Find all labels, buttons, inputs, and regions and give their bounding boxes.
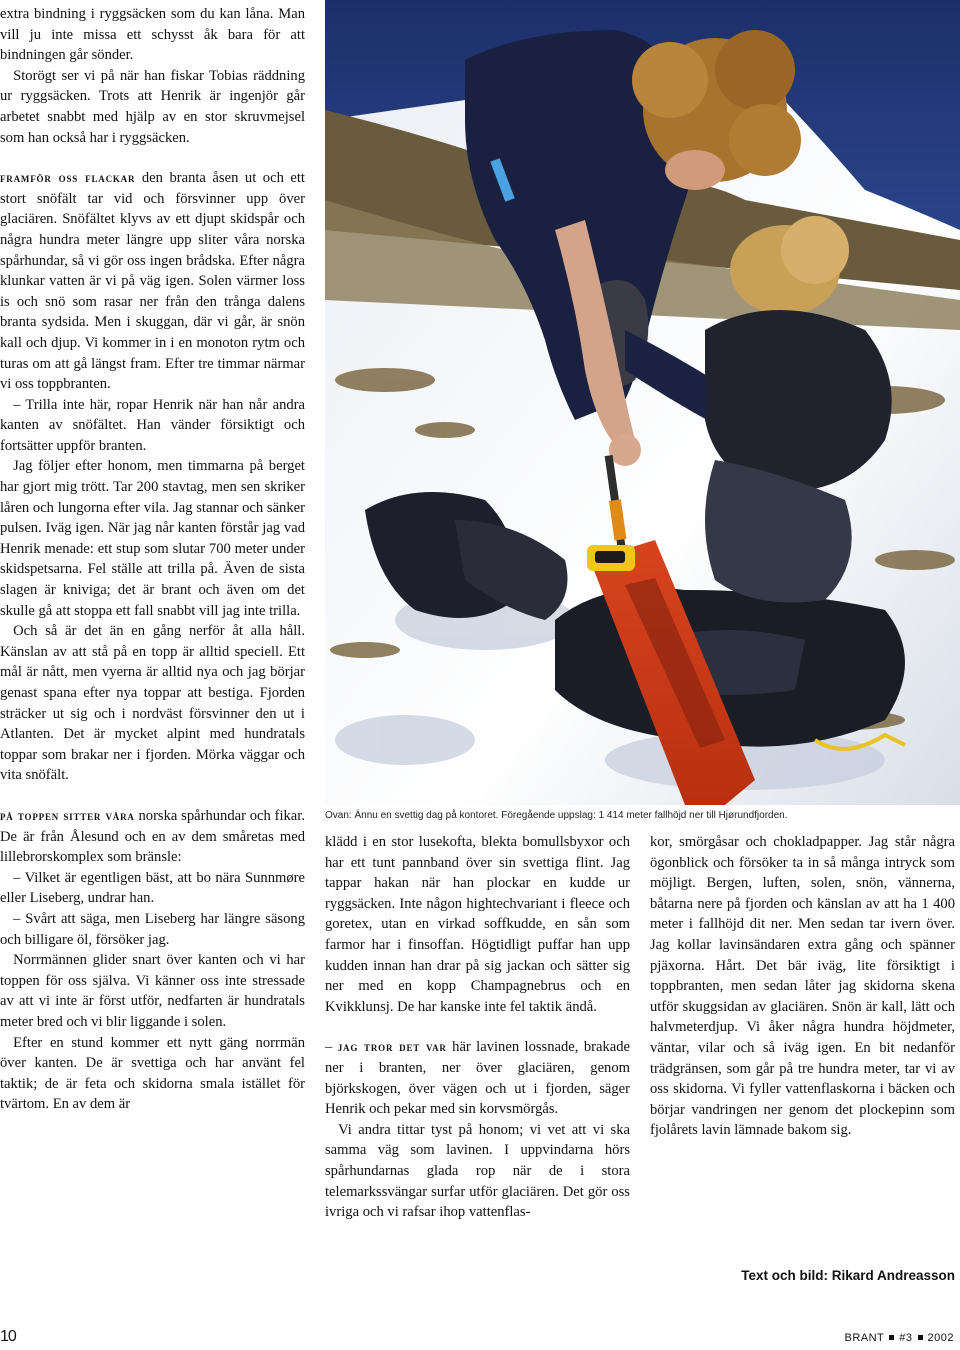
paragraph: klädd i en stor lusekofta, blekta bomullsbyxor och har ett tunt pannband över sin svettiga flint. Jag tappar hakan när han plockar en kudde ur ryggsäcken. Inte någon hightechvariant i fleece och goretex, utan en virkad soffkudde, en sån som farmor har i finsoffan. Högtidligt puffar han upp kudden innan han drar på sig jackan och sätter sig ner med en kopp Champagnebrus och en Kvikklunsj. De har kanske inte fel taktik ändå. <box>325 834 630 1015</box>
paragraph-section-start <box>0 806 305 868</box>
paragraph: Efter en stund kommer ett nytt gäng norrmän över kanten. De är svettiga och har använt fel taktik; de är feta och skidorna smala istället för tvärtom. En av dem är <box>0 1034 305 1113</box>
paragraph: Vi andra tittar tyst på honom; vi vet att vi ska samma väg som lavinen. I uppvindarna hörs spårhundarnas glada rop när de i stora telemarkssvängar surfar utför glaciären. Det gör oss ivriga och vi rafsar ihop vattenflas- <box>325 1121 630 1221</box>
left-text-column <box>0 4 305 1115</box>
issue-number: #3 <box>899 1332 913 1344</box>
paragraph: – Vilket är egentligen bäst, att bo nära Sunnmøre eller Liseberg, undrar han. <box>0 869 305 907</box>
paragraph-text: den branta åsen ut och ett stort snöfält tar vid och försvinner upp över glaciären. Snöfältet klyvs av ett djupt skidspår och några hundra meter längre upp sliter våra norska spårhundar, så vi gör oss ingen brådska. Efter några klunkar vatten är vi på väg igen. Solen värmer loss is och snö som rasar ner från den trånga dalens branta sydsida. Men i skuggan, där vi går, är snön kall och djup. Vi kommer in i en monoton rytm och turas om att gå längst fram. Efter tre timmar närmar vi oss toppbranten. <box>0 170 305 393</box>
paragraph-section-start <box>325 1037 630 1119</box>
page-number: 10 <box>0 1328 16 1345</box>
article-photo <box>325 0 960 805</box>
lead-in-smallcaps: på toppen sitter våra <box>0 807 135 823</box>
photo-caption: Ovan: Ännu en svettig dag på kontoret. Föregående uppslag: 1 414 meter fallhöjd ner till Hjørundfjorden. <box>325 810 788 821</box>
paragraph: Jag följer efter honom, men timmarna på berget har gjort mig trött. Tar 200 stavtag, men sen skriker låren och lungorna efter vila. Jag stannar och sänker pulsen. Iväg igen. När jag når kanten förstår jag vad Henrik menade: ett stup som slutar 700 meter under skidspetsarna. Fel ställe att trilla på. Även de sista slagen är kniviga; det är brant och även om det skulle gå att stoppa ett fall snabbt vill jag inte trilla. <box>0 458 305 619</box>
lead-in-smallcaps: framför oss flackar <box>0 170 136 186</box>
bullet-square-icon <box>918 1335 923 1340</box>
paragraph: Och så är det än en gång nerför åt alla håll. Känslan av att stå på en topp är alltid speciell. Ett mål är nått, men vyerna är alltid nya och jag börjar genast spana efter nya toppar att bestiga. Fjorden sträcker ut sig och i nordväst försvinner den ut i Atlanten. Det är mycket alpint med hundratals toppar som brakar ner i fjorden. Mörka väggar och vita snöfält. <box>0 623 305 784</box>
middle-text-column <box>325 832 630 1223</box>
paragraph: – Svårt att säga, men Liseberg har längre säsong och billigare öl, försöker jag. <box>0 910 305 948</box>
paragraph-text: norska spårhundar och fikar. De är från Ålesund och en av dem småretas med lillebrorskomplex som bränsle: <box>0 807 305 866</box>
paragraph: Storögt ser vi på när han fiskar Tobias räddning ur ryggsäcken. Trots att Henrik är ingenjör går arbetet snabbt med hjälp av en stor skruvmejsel som han också har i ryggsäcken. <box>0 67 305 146</box>
paragraph-text: här lavinen lossnade, brakade ner i branten, ner över glaciären, genom björkskogen, över vägen och ut i fjorden, säger Henrik och pekar med sin korvsmörgås. <box>325 1039 630 1118</box>
magazine-name: BRANT <box>844 1332 885 1344</box>
paragraph-section-start <box>0 168 305 395</box>
paragraph: – Trilla inte här, ropar Henrik när han når andra kanten av snöfältet. Han vänder försiktigt och fortsätter uppför branten. <box>0 396 305 454</box>
issue-year: 2002 <box>927 1332 954 1344</box>
magazine-footer <box>844 1332 954 1344</box>
paragraph: extra bindning i ryggsäcken som du kan låna. Man vill ju inte missa ett schysst åk bara för att bindningen går sönder. <box>0 6 305 64</box>
paragraph: kor, smörgåsar och chokladpapper. Jag står några ögonblick och försöker ta in så många intryck som möjligt. Bergen, luften, solen, snön, vännerna, båtarna nere på fjorden och känslan av att ha 1 400 meter i fallhöjd dit ner. Men sedan tar ivern över. Jag kollar lavinsändaren extra gång och spänner pjäxorna. Hårt. Det bär iväg, lite försiktigt i toppbranten, men sedan låter jag skidorna skena utför skuggsidan av glaciären. Snön är kall, lätt och halvmeterdjup. Vi åker några hundra höjdmeter, väntar, vilar och så iväg igen. En bit nedanför trädgränsen, som går på tre hundra meter, tar vi av oss skidorna. Vi fyller vattenflaskorna i bäcken och börjar vandringen ner genom det plockepinn som fjolårets lavin lämnade bakom sig. <box>650 834 955 1139</box>
right-text-column <box>650 832 955 1141</box>
bullet-square-icon <box>889 1335 894 1340</box>
paragraph: Norrmännen glider snart över kanten och vi har toppen för oss själva. Vi känner oss inte stressade av att vi inte är först utför, nedfarten är hundratals meter bred och vi blir liggande i solen. <box>0 952 305 1030</box>
dash-prefix: – <box>325 1039 338 1056</box>
author-credit: Text och bild: Rikard Andreasson <box>741 1268 955 1283</box>
lead-in-smallcaps: jag tror det var <box>337 1039 447 1055</box>
